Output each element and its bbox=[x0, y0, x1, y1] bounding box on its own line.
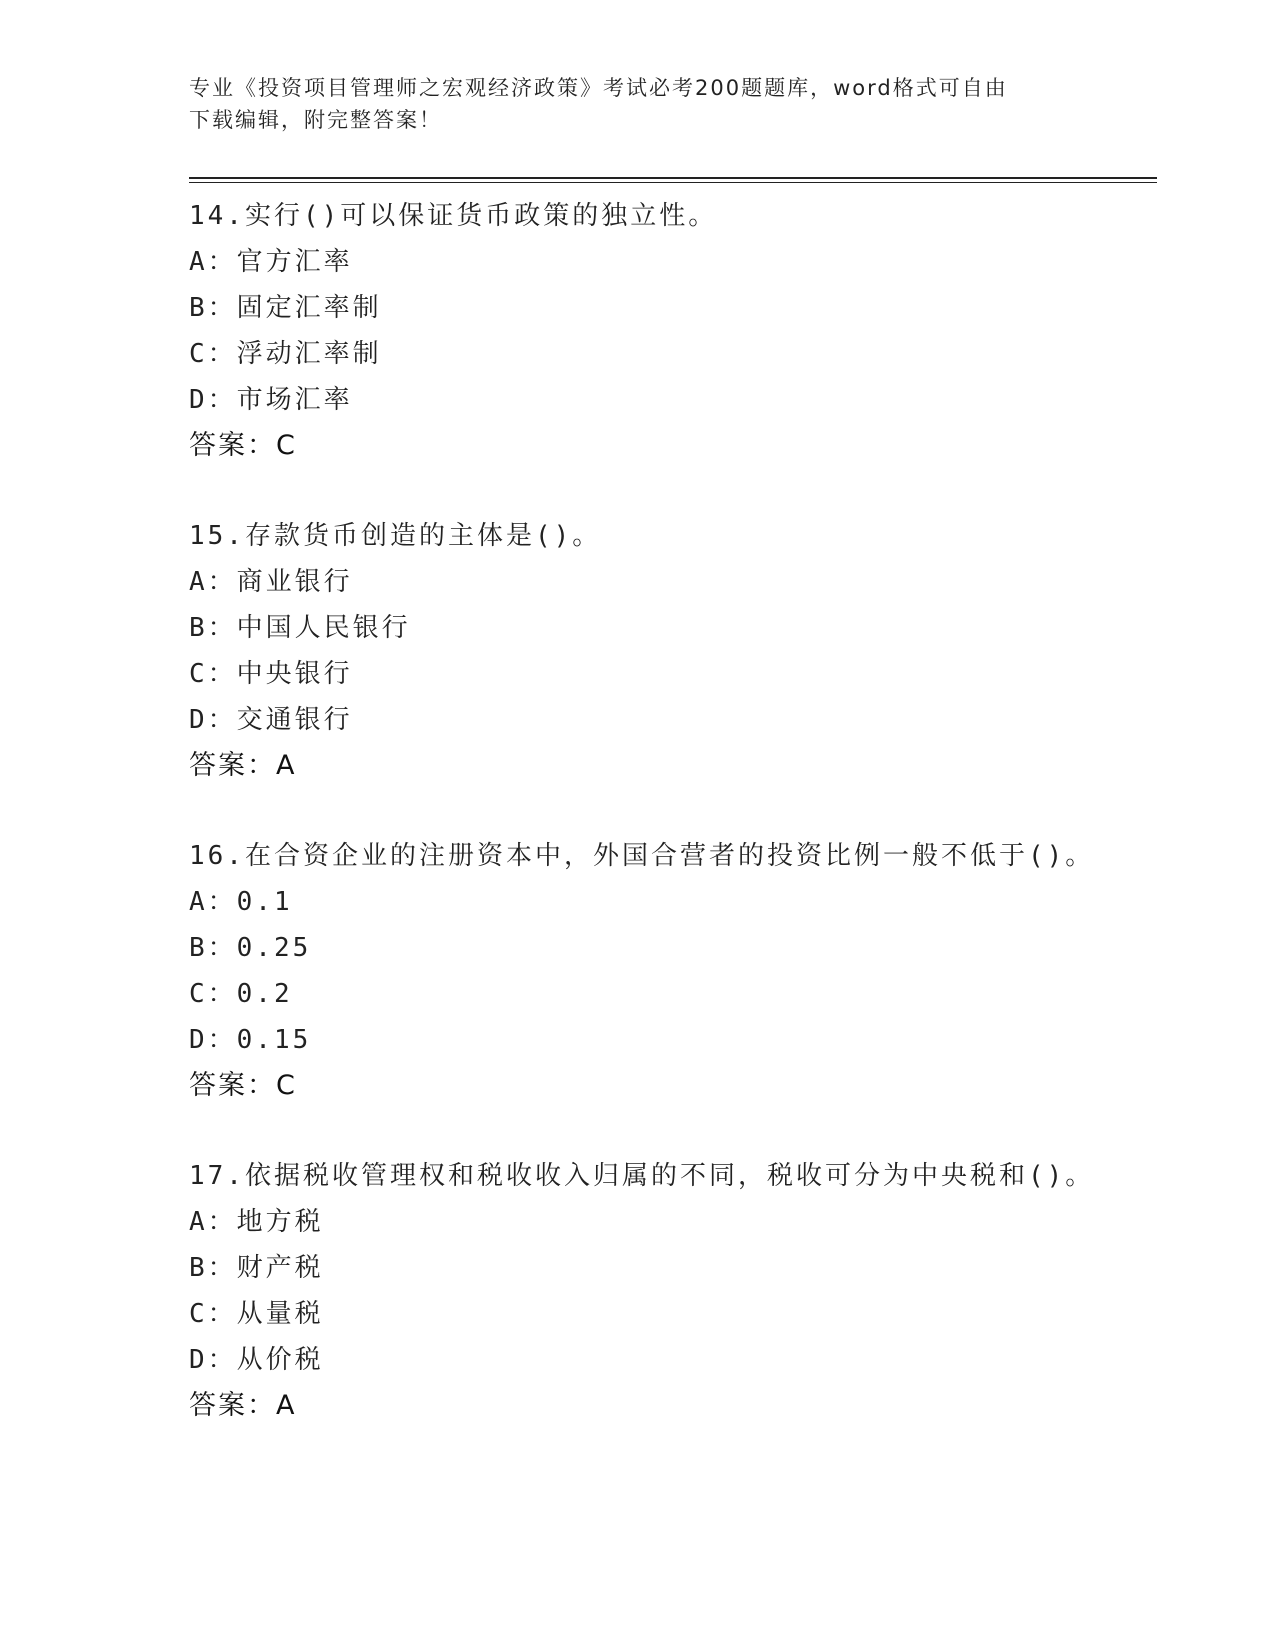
header-title-line-2: 下载编辑，附完整答案！ bbox=[189, 108, 442, 132]
question-stem: 17.依据税收管理权和税收收入归属的不同，税收可分为中央税和()。 bbox=[189, 1161, 1095, 1191]
option-a: A：商业银行 bbox=[189, 567, 353, 597]
option-c: C：0.2 bbox=[189, 979, 293, 1009]
header-title-line-1: 专业《投资项目管理师之宏观经济政策》考试必考200题题库，word格式可自由 bbox=[189, 76, 1008, 100]
option-c: C：中央银行 bbox=[189, 659, 353, 689]
option-d: D：0.15 bbox=[189, 1025, 312, 1055]
option-b: B：财产税 bbox=[189, 1253, 324, 1283]
header-divider-thin bbox=[189, 182, 1157, 183]
question-15 bbox=[189, 513, 1189, 789]
question-14 bbox=[189, 193, 1189, 469]
answer-text: 答案：A bbox=[189, 1390, 297, 1421]
header-divider-thick bbox=[189, 177, 1157, 179]
option-b: B：0.25 bbox=[189, 933, 312, 963]
option-d: D：市场汇率 bbox=[189, 385, 353, 415]
question-stem: 14.实行()可以保证货币政策的独立性。 bbox=[189, 201, 718, 231]
document-header bbox=[189, 72, 1069, 136]
question-16 bbox=[189, 833, 1189, 1109]
answer-text: 答案：C bbox=[189, 430, 297, 461]
question-17 bbox=[189, 1153, 1189, 1429]
option-a: A：地方税 bbox=[189, 1207, 324, 1237]
option-c: C：浮动汇率制 bbox=[189, 339, 382, 369]
option-b: B：中国人民银行 bbox=[189, 613, 411, 643]
option-d: D：从价税 bbox=[189, 1345, 324, 1375]
question-stem: 15.存款货币创造的主体是()。 bbox=[189, 521, 602, 551]
option-d: D：交通银行 bbox=[189, 705, 353, 735]
option-c: C：从量税 bbox=[189, 1299, 324, 1329]
option-a: A：0.1 bbox=[189, 887, 293, 917]
answer-text: 答案：C bbox=[189, 1070, 297, 1101]
answer-text: 答案：A bbox=[189, 750, 297, 781]
option-b: B：固定汇率制 bbox=[189, 293, 382, 323]
option-a: A：官方汇率 bbox=[189, 247, 353, 277]
question-stem: 16.在合资企业的注册资本中，外国合营者的投资比例一般不低于()。 bbox=[189, 841, 1095, 871]
